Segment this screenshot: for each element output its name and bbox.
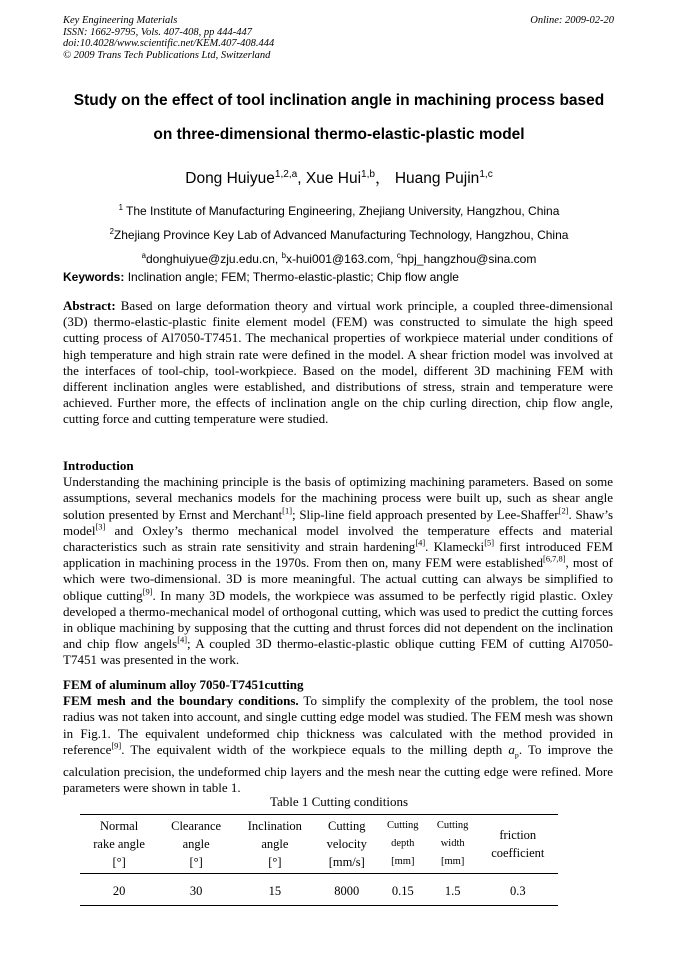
paper-title-line-2: on three-dimensional thermo-elastic-plastic model — [153, 126, 525, 143]
introduction-section — [63, 458, 613, 669]
author-name: Huang Pujin — [394, 170, 480, 187]
table-cell: 20 — [112, 884, 126, 898]
table-caption: Table 1 Cutting conditions — [269, 794, 409, 809]
math-symbol: a — [508, 741, 515, 757]
introduction-heading: Introduction — [63, 458, 134, 473]
email-sup: a — [141, 251, 146, 260]
copyright-line: © 2009 Trans Tech Publications Ltd, Switzerland — [63, 49, 271, 61]
email-b: x-hui001@163.com, — [285, 252, 397, 266]
journal-name: Key Engineering Materials — [63, 15, 178, 26]
fem-body: FEM mesh and the boundary conditions. To simplify the complexity of the problem, the tool nose radius was not taken into account, and single cutting edge model was studied. The FEM mesh was shown in Fig.1. The equivalent undeformed chip thickness was calculated with the method provided in reference[9]. The equivalent width of the workpiece equals to the milling depth $a_p$. To improve the calculation precision, the undeformed chip layers and the mesh near the cutting edge were refined. More parameters were shown in table 1. — [63, 693, 613, 795]
journal-header — [63, 15, 274, 61]
affiliation-1 — [0, 204, 678, 218]
email-c: hpj_hangzhou@sina.com — [400, 252, 537, 266]
table-cell: 0.3 — [509, 884, 526, 898]
author-list — [0, 166, 678, 188]
cutting-conditions-table — [80, 814, 558, 906]
table-header-cell: Clearance angle [°] — [171, 819, 222, 869]
issn-line: ISSN: 1662-9795, Vols. 407-408, pp 444-447 — [63, 26, 252, 38]
citation: [6,7,8] — [543, 553, 566, 564]
abstract — [63, 298, 613, 428]
table-cell: 8000 — [334, 884, 360, 898]
table-header-row — [80, 815, 558, 874]
fem-heading: FEM of aluminum alloy 7050-T7451cutting — [63, 677, 304, 692]
citation: [1] — [282, 505, 293, 516]
table-cell: 15 — [268, 884, 282, 898]
citation: [9] — [111, 740, 122, 751]
affil-text: Zhejiang Province Key Lab of Advanced Manufacturing Technology, Hangzhou, China — [113, 228, 569, 242]
doi-line: doi:10.4028/www.scientific.net/KEM.407-408.444 — [63, 38, 275, 49]
table-header-cell: Inclination angle [°] — [247, 819, 302, 869]
email-sup: c — [396, 251, 401, 260]
paper-title-line-1: Study on the effect of tool inclination angle in machining process based — [73, 92, 605, 109]
table-row — [80, 874, 558, 906]
table-header-cell: Cutting width [mm] — [436, 820, 469, 867]
author-sep: , — [297, 170, 306, 187]
keywords-label: Keywords: — [63, 270, 125, 284]
author-affil-sup: 1,b — [361, 168, 376, 180]
email-sup: b — [281, 251, 286, 260]
fem-section — [63, 677, 613, 796]
citation: [4] — [415, 537, 426, 548]
citation: [9] — [142, 586, 153, 597]
keywords — [63, 270, 459, 284]
author-name: Xue Hui — [305, 170, 362, 187]
citation: [5] — [484, 537, 495, 548]
affil-sup: 1 — [118, 203, 123, 212]
table-header-cell: Cutting depth [mm] — [387, 820, 419, 867]
abstract-label: Abstract: — [63, 298, 116, 313]
introduction-body: Understanding the machining principle is the basis of optimizing machining parameters. Based on some assumptions, several mechanics models for the machining process were built up, such as shear angle solution presented by Ernst and Merchant[1]; Slip-line field approach presented by Lee-Shaffer[2]. Shaw’s model[3] and Oxley’s thermo mechanical model involved the temperature effects and material characteristics such as strain rate sensitivity and strain hardening[4]. Klamecki[5] first introduced FEM application in machining process in the 1970s. From then on, many FEM were established[6,7,8], most of which were two-dimensional. 3D is more meaningful. The actual cutting can always be simplified to oblique cutting[9]. In many 3D models, the workpiece was assumed to be perfectly rigid plastic. Oxley developed a thermo-mechanical model of orthogonal cutting, which was used to predict the cutting forces in oblique machining by supposing that the cutting and thrust forces did not dependent on the inclination and chip flow angels[4]; A coupled 3D thermo-elastic-plastic oblique cutting FEM of cutting Al7050-T7451 was presented in the work. — [63, 474, 613, 668]
fem-subheading: FEM mesh and the boundary conditions. — [63, 693, 299, 709]
table-header-cell: Cutting velocity [mm/s] — [326, 819, 367, 869]
affil-text: The Institute of Manufacturing Engineering, Zhejiang University, Hangzhou, China — [122, 204, 560, 218]
online-date: Online: 2009-02-20 — [530, 15, 614, 26]
author-sep: ， — [375, 170, 391, 187]
affiliation-2 — [0, 228, 678, 242]
citation: [3] — [95, 521, 106, 532]
citation: [2] — [558, 505, 569, 516]
table-cell: 30 — [189, 884, 203, 898]
math-subscript: p — [514, 750, 519, 760]
table-cell: 0.15 — [391, 884, 414, 898]
author-affil-sup: 1,2,a — [274, 168, 298, 180]
affil-sup: 2 — [109, 227, 114, 236]
author-emails — [0, 252, 678, 266]
table-header-cell: friction coefficient — [491, 828, 545, 860]
abstract-text: Based on large deformation theory and virtual work principle, a coupled three-dimensional (3D) thermo-elastic-plastic finite element model (FEM) was constructed to simulate the high speed cutting process of Al7050-T7451. The mechanical properties of workpiece material under conditions of high temperature and high strain rate were defined in the model. A shear friction model was involved at the interfaces of tool-chip, tool-workpiece. Based on the model, different 3D machining FEM with different inclination angles were established, and distributions of stress, strain and temperature were achieved. Further more, the effects of inclination angle on the chip curling direction, chip flow angle, cutting force and cutting temperature were studied. — [63, 298, 613, 427]
email-a: donghuiyue@zju.edu.cn, — [145, 252, 282, 266]
author-affil-sup: 1,c — [479, 168, 493, 180]
citation: [4] — [177, 634, 188, 645]
keywords-text: Inclination angle; FEM; Thermo-elastic-plastic; Chip flow angle — [124, 270, 459, 284]
table-cell: 1.5 — [444, 884, 461, 898]
author-name: Dong Huiyue — [185, 170, 275, 187]
table-header-cell: Normal rake angle [°] — [93, 819, 145, 869]
